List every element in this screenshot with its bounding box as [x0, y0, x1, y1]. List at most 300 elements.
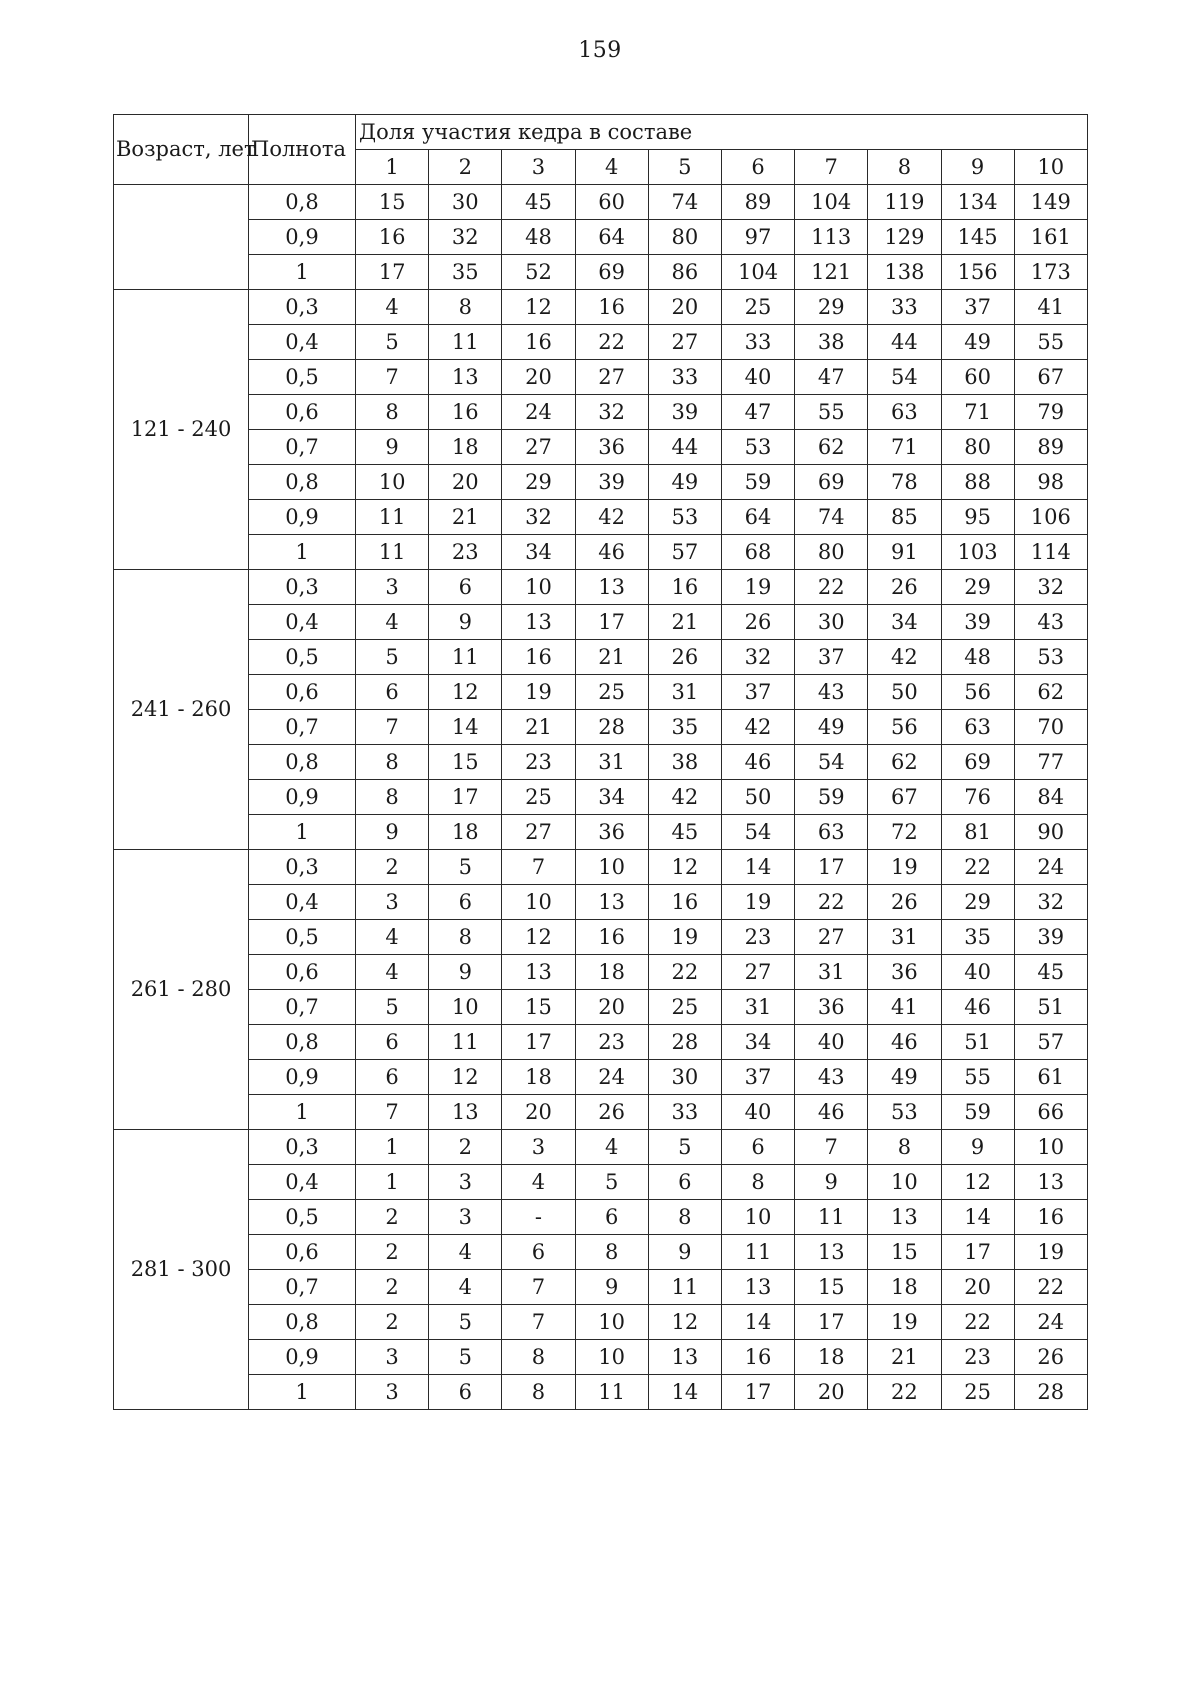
- value-cell: 47: [795, 360, 868, 395]
- density-cell: 0,3: [249, 1130, 356, 1165]
- value-cell: 14: [721, 850, 794, 885]
- value-cell: 68: [721, 535, 794, 570]
- value-cell: 15: [502, 990, 575, 1025]
- table-row: [114, 290, 1088, 325]
- value-cell: 49: [795, 710, 868, 745]
- header-share-7: 7: [795, 150, 868, 185]
- value-cell: 2: [356, 1305, 429, 1340]
- density-cell: 0,8: [249, 1305, 356, 1340]
- value-cell: 41: [868, 990, 941, 1025]
- value-cell: 8: [502, 1375, 575, 1410]
- value-cell: 16: [575, 290, 648, 325]
- value-cell: 33: [721, 325, 794, 360]
- value-cell: 60: [941, 360, 1014, 395]
- value-cell: 16: [575, 920, 648, 955]
- table-row: [114, 955, 1088, 990]
- value-cell: 1: [356, 1165, 429, 1200]
- value-cell: 26: [868, 570, 941, 605]
- value-cell: 20: [941, 1270, 1014, 1305]
- density-cell: 0,9: [249, 220, 356, 255]
- table-row: [114, 1305, 1088, 1340]
- density-cell: 0,3: [249, 290, 356, 325]
- value-cell: 64: [721, 500, 794, 535]
- table-row: [114, 465, 1088, 500]
- table-row: [114, 1375, 1088, 1410]
- value-cell: 13: [502, 605, 575, 640]
- value-cell: 21: [429, 500, 502, 535]
- value-cell: 31: [868, 920, 941, 955]
- value-cell: 37: [721, 1060, 794, 1095]
- value-cell: 7: [795, 1130, 868, 1165]
- value-cell: 30: [429, 185, 502, 220]
- value-cell: 8: [356, 745, 429, 780]
- value-cell: 4: [429, 1235, 502, 1270]
- value-cell: 7: [502, 850, 575, 885]
- value-cell: 22: [648, 955, 721, 990]
- header-density: Полнота: [249, 115, 356, 185]
- table-row: [114, 1165, 1088, 1200]
- value-cell: 2: [356, 1270, 429, 1305]
- table-row: [114, 255, 1088, 290]
- value-cell: 13: [429, 1095, 502, 1130]
- value-cell: 13: [1014, 1165, 1087, 1200]
- value-cell: 19: [721, 885, 794, 920]
- value-cell: 114: [1014, 535, 1087, 570]
- density-cell: 0,9: [249, 1060, 356, 1095]
- value-cell: 19: [721, 570, 794, 605]
- table-row: [114, 1235, 1088, 1270]
- value-cell: 8: [502, 1340, 575, 1375]
- value-cell: 25: [648, 990, 721, 1025]
- value-cell: 40: [721, 360, 794, 395]
- value-cell: 14: [941, 1200, 1014, 1235]
- value-cell: 16: [721, 1340, 794, 1375]
- value-cell: 3: [356, 1375, 429, 1410]
- value-cell: 6: [356, 675, 429, 710]
- value-cell: 81: [941, 815, 1014, 850]
- value-cell: 10: [575, 1305, 648, 1340]
- value-cell: 19: [868, 1305, 941, 1340]
- value-cell: 113: [795, 220, 868, 255]
- value-cell: 51: [1014, 990, 1087, 1025]
- value-cell: 40: [941, 955, 1014, 990]
- density-cell: 0,7: [249, 1270, 356, 1305]
- value-cell: 24: [1014, 850, 1087, 885]
- value-cell: 4: [356, 920, 429, 955]
- value-cell: 8: [868, 1130, 941, 1165]
- header-share-5: 5: [648, 150, 721, 185]
- value-cell: 6: [356, 1025, 429, 1060]
- value-cell: 59: [795, 780, 868, 815]
- value-cell: 173: [1014, 255, 1087, 290]
- density-cell: 0,6: [249, 955, 356, 990]
- value-cell: 17: [429, 780, 502, 815]
- value-cell: 11: [429, 640, 502, 675]
- density-cell: 0,8: [249, 745, 356, 780]
- density-cell: 1: [249, 1095, 356, 1130]
- density-cell: 0,5: [249, 1200, 356, 1235]
- density-cell: 0,8: [249, 185, 356, 220]
- value-cell: 54: [868, 360, 941, 395]
- value-cell: 27: [502, 430, 575, 465]
- value-cell: 18: [502, 1060, 575, 1095]
- value-cell: 62: [1014, 675, 1087, 710]
- value-cell: 72: [868, 815, 941, 850]
- value-cell: 55: [941, 1060, 1014, 1095]
- value-cell: 35: [648, 710, 721, 745]
- value-cell: 69: [795, 465, 868, 500]
- value-cell: 6: [721, 1130, 794, 1165]
- density-cell: 0,5: [249, 920, 356, 955]
- value-cell: 104: [721, 255, 794, 290]
- value-cell: 37: [795, 640, 868, 675]
- density-cell: 0,5: [249, 640, 356, 675]
- value-cell: 12: [648, 850, 721, 885]
- value-cell: 28: [648, 1025, 721, 1060]
- value-cell: 5: [648, 1130, 721, 1165]
- table-row: [114, 325, 1088, 360]
- value-cell: 39: [941, 605, 1014, 640]
- value-cell: 25: [502, 780, 575, 815]
- value-cell: 77: [1014, 745, 1087, 780]
- value-cell: 34: [502, 535, 575, 570]
- value-cell: 10: [502, 885, 575, 920]
- value-cell: 17: [795, 1305, 868, 1340]
- value-cell: 16: [1014, 1200, 1087, 1235]
- value-cell: 17: [575, 605, 648, 640]
- value-cell: 8: [356, 395, 429, 430]
- value-cell: 25: [575, 675, 648, 710]
- value-cell: 10: [502, 570, 575, 605]
- value-cell: 12: [648, 1305, 721, 1340]
- value-cell: 22: [941, 1305, 1014, 1340]
- value-cell: 22: [575, 325, 648, 360]
- value-cell: 49: [868, 1060, 941, 1095]
- value-cell: 23: [429, 535, 502, 570]
- value-cell: 13: [868, 1200, 941, 1235]
- value-cell: 36: [575, 815, 648, 850]
- value-cell: 8: [356, 780, 429, 815]
- value-cell: 134: [941, 185, 1014, 220]
- value-cell: 20: [575, 990, 648, 1025]
- value-cell: 15: [356, 185, 429, 220]
- value-cell: 13: [575, 570, 648, 605]
- table-row: [114, 815, 1088, 850]
- value-cell: 46: [941, 990, 1014, 1025]
- value-cell: 53: [721, 430, 794, 465]
- value-cell: 53: [648, 500, 721, 535]
- value-cell: 16: [648, 570, 721, 605]
- table-row: [114, 1130, 1088, 1165]
- density-cell: 0,6: [249, 1235, 356, 1270]
- table-row: [114, 1340, 1088, 1375]
- value-cell: 26: [721, 605, 794, 640]
- value-cell: 55: [795, 395, 868, 430]
- value-cell: 4: [575, 1130, 648, 1165]
- value-cell: 17: [502, 1025, 575, 1060]
- value-cell: 45: [648, 815, 721, 850]
- value-cell: 95: [941, 500, 1014, 535]
- value-cell: 97: [721, 220, 794, 255]
- header-cedar-share: Доля участия кедра в составе: [356, 115, 1088, 150]
- value-cell: 88: [941, 465, 1014, 500]
- density-cell: 0,9: [249, 500, 356, 535]
- value-cell: 7: [502, 1305, 575, 1340]
- density-cell: 0,4: [249, 605, 356, 640]
- value-cell: 63: [795, 815, 868, 850]
- value-cell: 29: [941, 570, 1014, 605]
- value-cell: 52: [502, 255, 575, 290]
- value-cell: 35: [941, 920, 1014, 955]
- value-cell: 32: [721, 640, 794, 675]
- value-cell: 19: [502, 675, 575, 710]
- table-row: [114, 500, 1088, 535]
- value-cell: 53: [1014, 640, 1087, 675]
- value-cell: 79: [1014, 395, 1087, 430]
- value-cell: 36: [575, 430, 648, 465]
- value-cell: 30: [795, 605, 868, 640]
- density-cell: 0,6: [249, 675, 356, 710]
- density-cell: 0,8: [249, 465, 356, 500]
- value-cell: 7: [502, 1270, 575, 1305]
- value-cell: 66: [1014, 1095, 1087, 1130]
- value-cell: 67: [1014, 360, 1087, 395]
- value-cell: 50: [868, 675, 941, 710]
- value-cell: 12: [941, 1165, 1014, 1200]
- value-cell: 46: [721, 745, 794, 780]
- value-cell: 9: [795, 1165, 868, 1200]
- density-cell: 1: [249, 1375, 356, 1410]
- value-cell: 84: [1014, 780, 1087, 815]
- age-group-cell: 261 - 280: [114, 850, 249, 1130]
- value-cell: 3: [502, 1130, 575, 1165]
- value-cell: 32: [1014, 885, 1087, 920]
- table-row: [114, 185, 1088, 220]
- value-cell: 29: [502, 465, 575, 500]
- value-cell: 85: [868, 500, 941, 535]
- value-cell: 51: [941, 1025, 1014, 1060]
- value-cell: 16: [356, 220, 429, 255]
- value-cell: 55: [1014, 325, 1087, 360]
- value-cell: 49: [941, 325, 1014, 360]
- value-cell: 12: [502, 920, 575, 955]
- value-cell: 27: [575, 360, 648, 395]
- density-cell: 0,9: [249, 780, 356, 815]
- table-row: [114, 850, 1088, 885]
- value-cell: 27: [721, 955, 794, 990]
- header-share-3: 3: [502, 150, 575, 185]
- value-cell: 60: [575, 185, 648, 220]
- value-cell: 26: [575, 1095, 648, 1130]
- value-cell: 23: [502, 745, 575, 780]
- value-cell: 5: [575, 1165, 648, 1200]
- value-cell: 27: [648, 325, 721, 360]
- value-cell: 9: [429, 605, 502, 640]
- table-row: [114, 745, 1088, 780]
- value-cell: 3: [429, 1165, 502, 1200]
- value-cell: 31: [575, 745, 648, 780]
- value-cell: 37: [721, 675, 794, 710]
- value-cell: 31: [795, 955, 868, 990]
- density-cell: 0,5: [249, 360, 356, 395]
- value-cell: 3: [356, 885, 429, 920]
- value-cell: 161: [1014, 220, 1087, 255]
- value-cell: 32: [575, 395, 648, 430]
- value-cell: 9: [575, 1270, 648, 1305]
- value-cell: 36: [868, 955, 941, 990]
- value-cell: 11: [356, 535, 429, 570]
- value-cell: 11: [356, 500, 429, 535]
- value-cell: 13: [648, 1340, 721, 1375]
- value-cell: 13: [795, 1235, 868, 1270]
- value-cell: 38: [648, 745, 721, 780]
- value-cell: 8: [648, 1200, 721, 1235]
- value-cell: 43: [1014, 605, 1087, 640]
- value-cell: 145: [941, 220, 1014, 255]
- value-cell: 48: [941, 640, 1014, 675]
- value-cell: 22: [868, 1375, 941, 1410]
- value-cell: 80: [648, 220, 721, 255]
- value-cell: 54: [721, 815, 794, 850]
- value-cell: 34: [721, 1025, 794, 1060]
- value-cell: 46: [868, 1025, 941, 1060]
- value-cell: 10: [429, 990, 502, 1025]
- table-row: [114, 640, 1088, 675]
- value-cell: 32: [1014, 570, 1087, 605]
- value-cell: 46: [795, 1095, 868, 1130]
- value-cell: 6: [429, 570, 502, 605]
- value-cell: 26: [1014, 1340, 1087, 1375]
- table-row: [114, 1025, 1088, 1060]
- value-cell: 33: [648, 1095, 721, 1130]
- value-cell: 13: [429, 360, 502, 395]
- value-cell: 5: [356, 325, 429, 360]
- value-cell: 50: [721, 780, 794, 815]
- value-cell: 33: [648, 360, 721, 395]
- table-row: [114, 1270, 1088, 1305]
- table-row: [114, 1095, 1088, 1130]
- value-cell: 7: [356, 1095, 429, 1130]
- value-cell: 86: [648, 255, 721, 290]
- value-cell: 56: [868, 710, 941, 745]
- value-cell: 76: [941, 780, 1014, 815]
- value-cell: 57: [648, 535, 721, 570]
- value-cell: 2: [356, 1235, 429, 1270]
- value-cell: 74: [795, 500, 868, 535]
- value-cell: 18: [795, 1340, 868, 1375]
- value-cell: 11: [795, 1200, 868, 1235]
- value-cell: 62: [868, 745, 941, 780]
- value-cell: 39: [575, 465, 648, 500]
- value-cell: 74: [648, 185, 721, 220]
- table-row: [114, 780, 1088, 815]
- value-cell: 121: [795, 255, 868, 290]
- value-cell: 3: [429, 1200, 502, 1235]
- value-cell: 20: [502, 360, 575, 395]
- value-cell: 22: [795, 570, 868, 605]
- value-cell: 6: [429, 885, 502, 920]
- value-cell: 24: [502, 395, 575, 430]
- table-row: [114, 710, 1088, 745]
- header-share-4: 4: [575, 150, 648, 185]
- value-cell: 10: [356, 465, 429, 500]
- header-share-1: 1: [356, 150, 429, 185]
- value-cell: 31: [721, 990, 794, 1025]
- density-cell: 0,7: [249, 990, 356, 1025]
- page-number: 159: [578, 38, 622, 63]
- value-cell: 59: [941, 1095, 1014, 1130]
- age-group-cell: 121 - 240: [114, 290, 249, 570]
- value-cell: 8: [721, 1165, 794, 1200]
- value-cell: 13: [575, 885, 648, 920]
- value-cell: 12: [429, 1060, 502, 1095]
- value-cell: 56: [941, 675, 1014, 710]
- value-cell: 12: [502, 290, 575, 325]
- value-cell: 71: [941, 395, 1014, 430]
- value-cell: 28: [1014, 1375, 1087, 1410]
- value-cell: 47: [721, 395, 794, 430]
- value-cell: 9: [356, 815, 429, 850]
- value-cell: 17: [356, 255, 429, 290]
- value-cell: 2: [356, 850, 429, 885]
- value-cell: 40: [795, 1025, 868, 1060]
- value-cell: 5: [429, 1340, 502, 1375]
- value-cell: 156: [941, 255, 1014, 290]
- table-row: [114, 605, 1088, 640]
- value-cell: 48: [502, 220, 575, 255]
- value-cell: 42: [648, 780, 721, 815]
- header-row-top: [114, 115, 1088, 150]
- table-row: [114, 360, 1088, 395]
- value-cell: 70: [1014, 710, 1087, 745]
- header-share-8: 8: [868, 150, 941, 185]
- value-cell: 21: [575, 640, 648, 675]
- value-cell: -: [502, 1200, 575, 1235]
- value-cell: 11: [429, 1025, 502, 1060]
- density-cell: 0,9: [249, 1340, 356, 1375]
- table-row: [114, 430, 1088, 465]
- value-cell: 29: [795, 290, 868, 325]
- value-cell: 98: [1014, 465, 1087, 500]
- header-share-10: 10: [1014, 150, 1087, 185]
- value-cell: 18: [868, 1270, 941, 1305]
- value-cell: 44: [868, 325, 941, 360]
- value-cell: 104: [795, 185, 868, 220]
- table-row: [114, 990, 1088, 1025]
- value-cell: 16: [502, 640, 575, 675]
- value-cell: 13: [502, 955, 575, 990]
- value-cell: 11: [648, 1270, 721, 1305]
- value-cell: 4: [356, 290, 429, 325]
- value-cell: 6: [502, 1235, 575, 1270]
- header-age: Возраст, лет: [114, 115, 249, 185]
- value-cell: 18: [429, 430, 502, 465]
- cedar-share-table: [113, 114, 1088, 1410]
- value-cell: 53: [868, 1095, 941, 1130]
- value-cell: 16: [648, 885, 721, 920]
- value-cell: 1: [356, 1130, 429, 1165]
- value-cell: 25: [941, 1375, 1014, 1410]
- value-cell: 17: [721, 1375, 794, 1410]
- value-cell: 38: [795, 325, 868, 360]
- table-row: [114, 570, 1088, 605]
- header-share-2: 2: [429, 150, 502, 185]
- value-cell: 63: [941, 710, 1014, 745]
- value-cell: 23: [721, 920, 794, 955]
- value-cell: 22: [941, 850, 1014, 885]
- value-cell: 8: [575, 1235, 648, 1270]
- value-cell: 26: [868, 885, 941, 920]
